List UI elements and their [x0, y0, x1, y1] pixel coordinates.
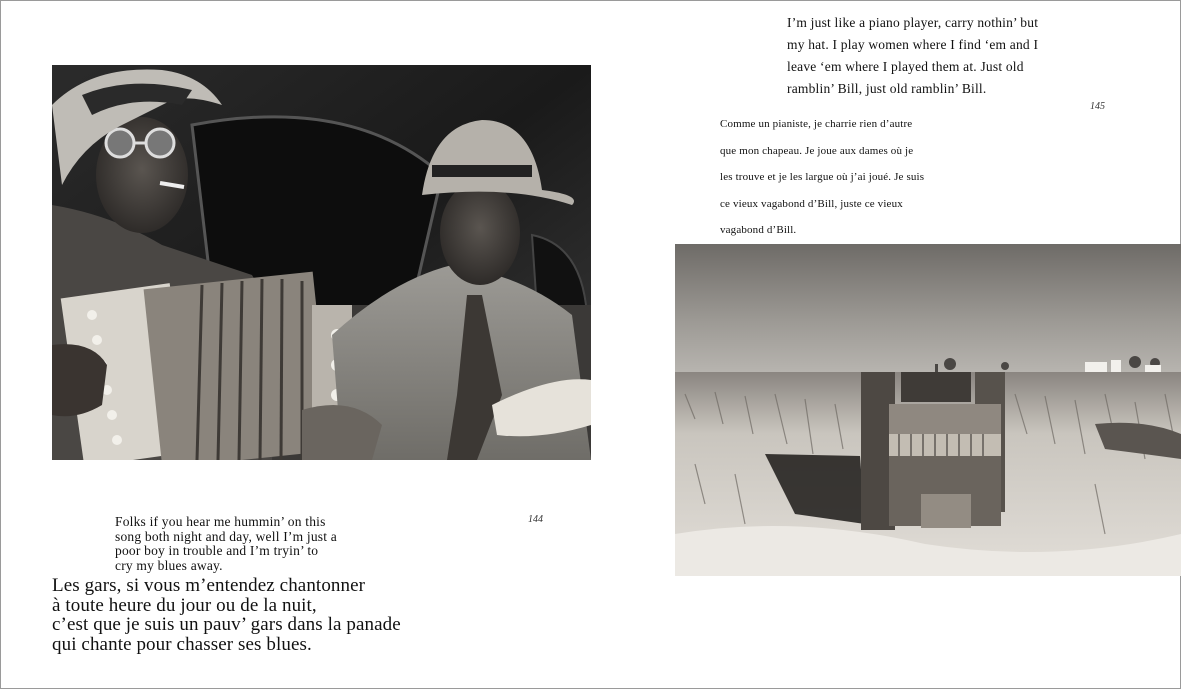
right-lyrics-french [720, 111, 1000, 244]
lyric-line: leave ‘em where I played them at. Just old [787, 59, 1024, 74]
lyric-line: Les gars, si vous m’entendez chantonner [52, 575, 366, 596]
lyric-line: poor boy in trouble and I’m tryin’ to [115, 543, 319, 558]
lyric-line: Comme un pianiste, je charrie rien d’autre [720, 118, 913, 130]
lyric-line: vagabond d’Bill. [720, 224, 797, 236]
organ-field-photo [675, 244, 1181, 576]
lyric-line: my hat. I play women where I find ‘em and I [787, 37, 1039, 52]
right-lyrics-english [787, 12, 1087, 100]
lyric-line: à toute heure du jour ou de la nuit, [52, 594, 317, 616]
lyric-line: I’m just like a piano player, carry nothin’ but [787, 15, 1039, 30]
page-number-right: 145 [1090, 101, 1105, 112]
lyric-line: c’est que je suis un pauv’ gars dans la panade [52, 614, 401, 635]
lyric-line: qui chante pour chasser ses blues. [52, 633, 312, 655]
lyric-line: ce vieux vagabond d’Bill, juste ce vieux [720, 197, 903, 210]
lyric-line: les trouve et je les largue où j’ai joué. Je suis [720, 171, 925, 183]
musicians-photo [52, 65, 591, 460]
lyric-line: ramblin’ Bill, just old ramblin’ Bill. [787, 81, 987, 96]
musicians-photo-image [52, 65, 591, 460]
organ-field-photo-image [675, 244, 1181, 576]
left-lyrics-french [52, 576, 472, 654]
lyric-line: song both night and day, well I’m just a [115, 528, 337, 544]
left-lyrics-english [115, 515, 415, 573]
page-number-left: 144 [528, 514, 543, 525]
lyric-line: Folks if you hear me hummin’ on this [115, 514, 326, 529]
lyric-line: cry my blues away. [115, 557, 223, 573]
lyric-line: que mon chapeau. Je joue aux dames où je [720, 144, 914, 157]
organ-shape [861, 372, 1005, 530]
